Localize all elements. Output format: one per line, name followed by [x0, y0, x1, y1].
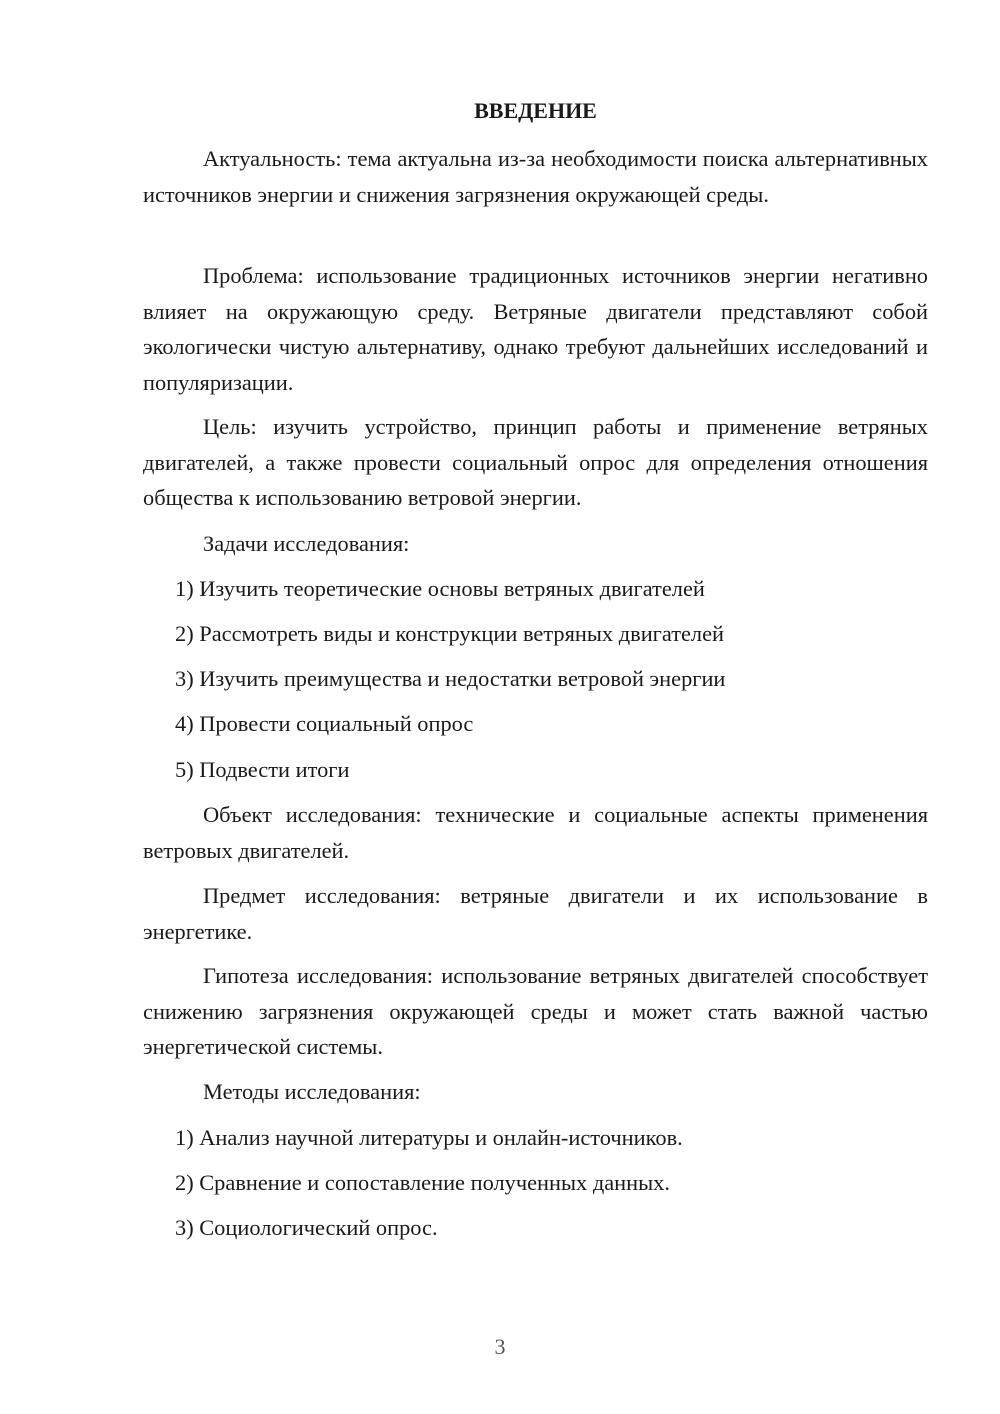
methods-heading: Методы исследования: — [203, 1079, 421, 1104]
task-item: 5) Подвести итоги — [175, 757, 350, 782]
method-item: 1) Анализ научной литературы и онлайн-источников. — [175, 1125, 683, 1150]
relevance-paragraph: Актуальность: тема актуальна из-за необходимости поиска альтернативных источников энергии и снижения загрязнения окружающей среды. — [143, 146, 928, 207]
object-paragraph: Объект исследования: технические и социальные аспекты применения ветровых двигателей. — [143, 802, 928, 863]
method-item: 2) Сравнение и сопоставление полученных данных. — [175, 1170, 670, 1195]
subject-paragraph: Предмет исследования: ветряные двигатели и их использование в энергетике. — [143, 883, 928, 944]
page-number: 3 — [494, 1334, 506, 1359]
page-title: ВВЕДЕНИЕ — [474, 98, 597, 123]
method-item: 3) Социологический опрос. — [175, 1215, 438, 1240]
task-item: 3) Изучить преимущества и недостатки ветровой энергии — [175, 666, 726, 691]
problem-paragraph: Проблема: использование традиционных источников энергии негативно влияет на окружающую среду. Ветряные двигатели представляют собой экологически чистую альтернативу, однако требуют дальнейших исследований и популяризации. — [143, 263, 928, 395]
task-item: 1) Изучить теоретические основы ветряных двигателей — [175, 576, 705, 601]
task-item: 2) Рассмотреть виды и конструкции ветряных двигателей — [175, 621, 725, 646]
task-item: 4) Провести социальный опрос — [175, 711, 474, 736]
goal-paragraph: Цель: изучить устройство, принцип работы и применение ветряных двигателей, а также провести социальный опрос для определения отношения общества к использованию ветровой энергии. — [143, 414, 928, 510]
tasks-heading: Задачи исследования: — [203, 531, 410, 556]
hypothesis-paragraph: Гипотеза исследования: использование ветряных двигателей способствует снижению загрязнения окружающей среды и может стать важной частью энергетической системы. — [143, 963, 928, 1059]
